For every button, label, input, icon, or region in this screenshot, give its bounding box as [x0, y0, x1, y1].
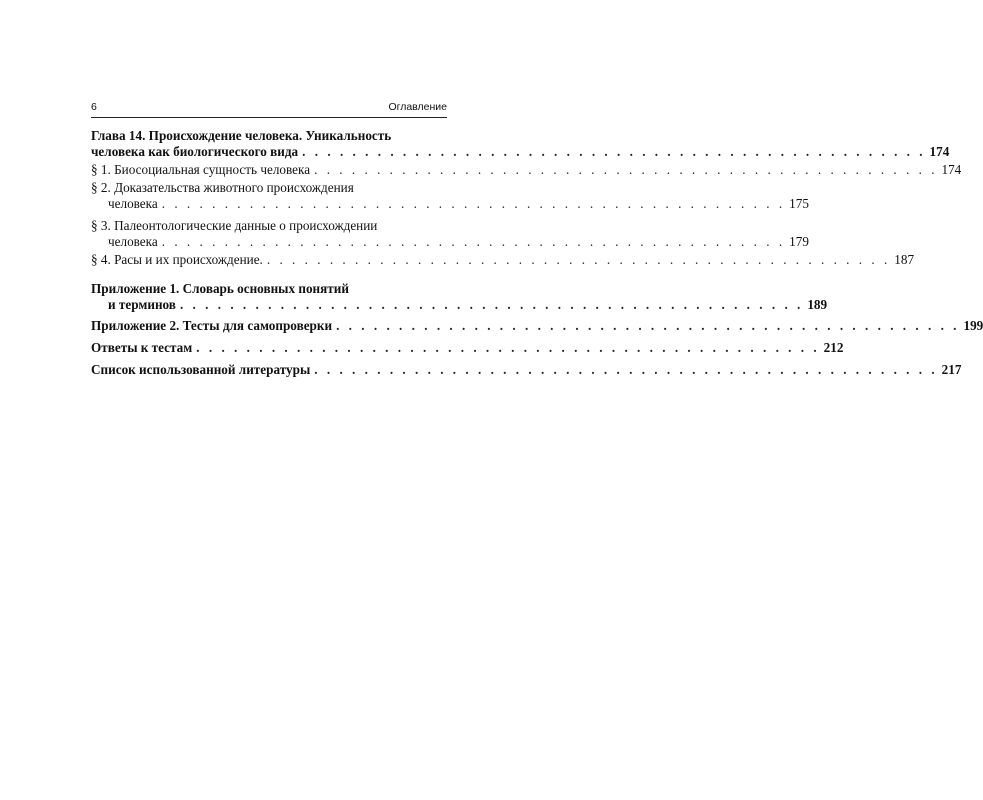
page-ref: 189: [807, 297, 828, 312]
leader-dots: . . . . . . . . . . . . . . . . . . . . . . . . . . . . . . . . . . . . . . . . . . . . . . . . . .: [266, 252, 891, 267]
running-head-title: Оглавление: [388, 101, 447, 113]
toc-entry-appendix-1[interactable]: [108, 297, 828, 313]
toc-entry-literature[interactable]: [91, 362, 962, 378]
leader-dots: . . . . . . . . . . . . . . . . . . . . . . . . . . . . . . . . . . . . . . . . . . . . . . . . . .: [302, 144, 926, 159]
page-number: 6: [91, 101, 97, 113]
toc-entry-answers[interactable]: [91, 340, 844, 356]
section-4-title: § 4. Расы и их происхождение.: [91, 252, 263, 267]
page-ref: 179: [789, 234, 809, 249]
leader-dots: . . . . . . . . . . . . . . . . . . . . . . . . . . . . . . . . . . . . . . . . . . . . . . . . . .: [161, 234, 786, 249]
page-ref: 175: [789, 196, 809, 211]
toc-entry-chapter-14[interactable]: [91, 144, 950, 160]
answers-title: Ответы к тестам: [91, 340, 193, 355]
toc-entry-section-2[interactable]: [108, 196, 809, 212]
section-2-title-line2: человека: [108, 196, 158, 211]
appendix-2-title: Приложение 2. Тесты для самопроверки: [91, 318, 333, 333]
leader-dots: . . . . . . . . . . . . . . . . . . . . . . . . . . . . . . . . . . . . . . . . . . . . . . . . . .: [314, 362, 938, 377]
leader-dots: . . . . . . . . . . . . . . . . . . . . . . . . . . . . . . . . . . . . . . . . . . . . . . . . . .: [161, 196, 786, 211]
section-1-title: § 1. Биосоциальная сущность человека: [91, 162, 311, 177]
running-header: [91, 101, 447, 115]
page-ref: 187: [894, 252, 915, 267]
leader-dots: . . . . . . . . . . . . . . . . . . . . . . . . . . . . . . . . . . . . . . . . . . . . . . . . . .: [314, 162, 938, 177]
chapter-14-title-line1: Глава 14. Происхождение человека. Уникальность: [91, 128, 392, 143]
toc-entry-section-1[interactable]: [91, 162, 962, 178]
page-ref: 199: [963, 318, 983, 333]
section-2-title-line1: § 2. Доказательства животного происхождения: [91, 180, 354, 195]
section-3-title-line2: человека: [108, 234, 158, 249]
section-3-title-line1: § 3. Палеонтологические данные о происхождении: [91, 218, 378, 233]
page-ref: 174: [929, 144, 950, 159]
header-rule: [91, 117, 447, 118]
appendix-1-title-line1: Приложение 1. Словарь основных понятий: [91, 281, 349, 296]
literature-title: Список использованной литературы: [91, 362, 311, 377]
leader-dots: . . . . . . . . . . . . . . . . . . . . . . . . . . . . . . . . . . . . . . . . . . . . . . . . . .: [179, 297, 804, 312]
toc-entry-appendix-2[interactable]: [91, 318, 983, 334]
toc-entry-section-4[interactable]: [91, 252, 915, 268]
appendix-1-title-line2: и терминов: [108, 297, 176, 312]
leader-dots: . . . . . . . . . . . . . . . . . . . . . . . . . . . . . . . . . . . . . . . . . . . . . . . . . .: [196, 340, 820, 355]
page-ref: 174: [941, 162, 962, 177]
page-ref: 212: [823, 340, 844, 355]
page-ref: 217: [941, 362, 962, 377]
leader-dots: . . . . . . . . . . . . . . . . . . . . . . . . . . . . . . . . . . . . . . . . . . . . . . . . . .: [336, 318, 960, 333]
toc-entry-section-3[interactable]: [108, 234, 809, 250]
chapter-14-title-line2: человека как биологического вида: [91, 144, 299, 159]
